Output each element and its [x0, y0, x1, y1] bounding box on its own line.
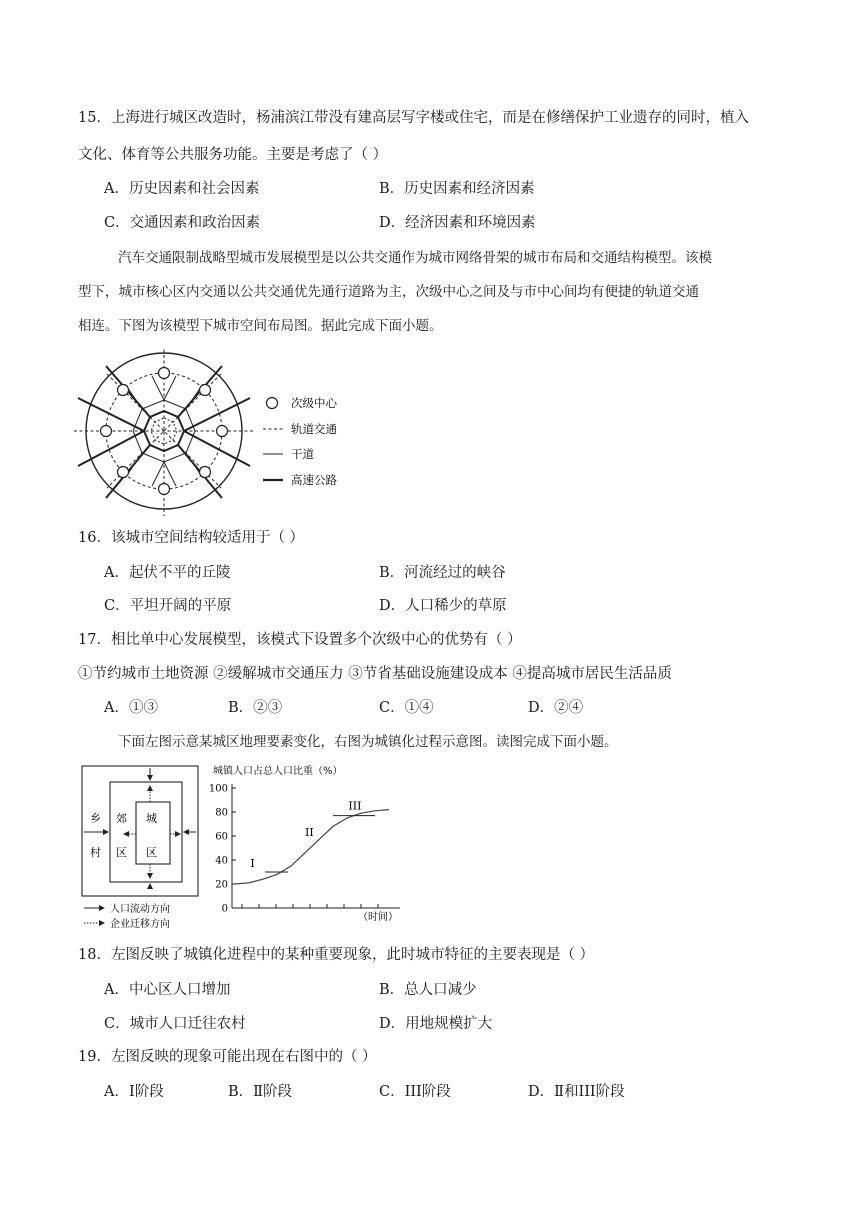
label-xiang: 乡	[90, 812, 101, 825]
stage-label: I	[250, 857, 255, 871]
stage-label: II	[305, 826, 314, 839]
urban-area-figure	[78, 762, 206, 932]
chart-title: 城镇人口占总人口比重（%）	[213, 766, 343, 777]
q18-option-b[interactable]: B．总人口减少	[379, 982, 477, 998]
legend-sub-center: 次级中心	[291, 396, 337, 410]
label-qu-city: 区	[146, 846, 157, 859]
sub-center	[118, 467, 129, 478]
q18-option-d[interactable]: D．用地规模扩大	[379, 1016, 493, 1032]
legend-trunk: 干道	[291, 447, 314, 461]
legend-highway: 高速公路	[291, 473, 337, 487]
label-qu-suburb: 区	[116, 846, 127, 859]
q16-option-c[interactable]: C．平坦开阔的平原	[104, 598, 232, 614]
q19-option-a[interactable]: A．Ⅰ阶段	[104, 1084, 164, 1100]
q16-option-d[interactable]: D．人口稀少的草原	[379, 598, 507, 614]
q17-option-a[interactable]: A．①③	[104, 700, 158, 716]
legend-sub-center-icon	[267, 398, 278, 409]
sub-center	[159, 368, 170, 379]
q15-stem-line2: 文化、体育等公共服务功能。主要是考虑了（ ）	[78, 147, 388, 163]
q16-option-a[interactable]: A．起伏不平的丘陵	[104, 565, 231, 581]
sub-center	[200, 385, 211, 396]
sub-center	[217, 426, 228, 437]
y-tick-label: 0	[221, 903, 228, 915]
passage1-line1: 汽车交通限制战略型城市发展模型是以公共交通作为城市网络骨架的城市布局和交通结构模型。该模	[118, 250, 712, 266]
q19-option-c[interactable]: C．III阶段	[379, 1084, 451, 1100]
y-tick-label: 60	[215, 831, 228, 843]
q17-stem: 17．相比单中心发展模型，该模式下设置多个次级中心的优势有（ ）	[78, 632, 522, 648]
y-tick-label: 20	[215, 879, 228, 891]
city-layout-figure	[72, 348, 392, 516]
urbanization-chart	[208, 762, 408, 926]
q17-option-b[interactable]: B．②③	[228, 700, 283, 716]
label-jiao: 郊	[116, 812, 127, 825]
legend-enterprise: 企业迁移方向	[110, 919, 170, 930]
q18-option-a[interactable]: A．中心区人口增加	[104, 982, 231, 998]
legend-rail: 轨道交通	[291, 422, 337, 436]
q19-option-b[interactable]: B．Ⅱ阶段	[228, 1084, 293, 1100]
y-tick-label: 80	[215, 807, 228, 819]
q16-stem: 16．该城市空间结构较适用于（ ）	[78, 530, 305, 546]
label-cheng: 城	[146, 812, 157, 825]
q18-option-c[interactable]: C．城市人口迁往农村	[104, 1016, 246, 1032]
y-tick-label: 100	[208, 783, 228, 795]
passage1-line3: 相连。下图为该模型下城市空间布局图。据此完成下面小题。	[78, 318, 443, 334]
passage2-line1: 下面左图示意某城区地理要素变化，右图为城镇化过程示意图。读图完成下面小题。	[118, 734, 618, 750]
stage-label: III	[348, 799, 362, 813]
q15-option-a[interactable]: A．历史因素和社会因素	[104, 181, 260, 197]
legend-population: 人口流动方向	[110, 904, 170, 915]
q16-option-b[interactable]: B．河流经过的峡谷	[379, 565, 506, 581]
label-cun: 村	[90, 846, 101, 859]
y-tick-label: 40	[215, 855, 228, 867]
q18-stem: 18．左图反映了城镇化进程中的某种重要现象，此时城市特征的主要表现是（ ）	[78, 947, 595, 963]
q19-option-d[interactable]: D．Ⅱ和III阶段	[528, 1084, 625, 1100]
q15-option-b[interactable]: B．历史因素和经济因素	[379, 181, 535, 197]
sub-center	[159, 484, 170, 495]
figure1-legend	[263, 396, 337, 487]
chart-xlabel: （时间）	[358, 912, 398, 923]
q15-option-d[interactable]: D．经济因素和环境因素	[379, 215, 536, 231]
passage1-line2: 型下，城市核心区内交通以公共交通优先通行道路为主，次级中心之间及与市中心间均有便捷的轨道交通	[78, 284, 699, 300]
series-line	[235, 810, 389, 884]
q17-items: ①节约城市土地资源 ②缓解城市交通压力 ③节省基础设施建设成本 ④提高城市居民生活品质	[78, 666, 672, 682]
sub-center	[101, 426, 112, 437]
sub-center	[200, 467, 211, 478]
q17-option-d[interactable]: D．②④	[528, 700, 584, 716]
q15-stem-line1: 15．上海进行城区改造时，杨浦滨江带没有建高层写字楼或住宅，而是在修缮保护工业遗存的同时，植入	[78, 110, 749, 126]
sub-center	[118, 385, 129, 396]
q19-stem: 19．左图反映的现象可能出现在右图中的（ ）	[78, 1049, 377, 1065]
q17-option-c[interactable]: C．①④	[379, 700, 434, 716]
q15-option-c[interactable]: C．交通因素和政治因素	[104, 215, 261, 231]
